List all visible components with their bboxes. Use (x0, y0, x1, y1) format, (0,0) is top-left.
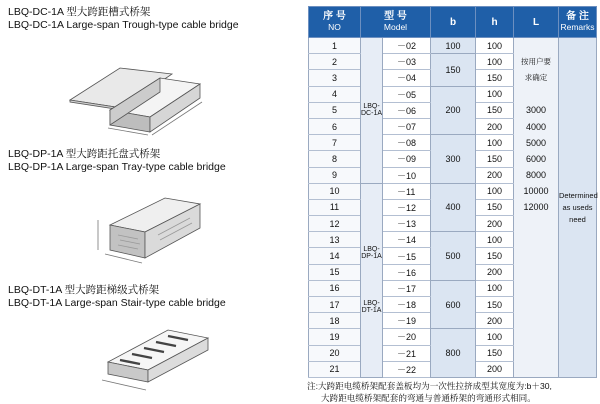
cell-no: 16 (309, 280, 361, 296)
cell-h: 100 (476, 135, 514, 151)
cell-b: 150 (431, 54, 476, 86)
cell-h: 150 (476, 70, 514, 86)
title-cn: LBQ-DT-1A 型大跨距梯级式桥架 (8, 284, 160, 296)
cell-code: －18 (383, 297, 431, 313)
cell-b: 100 (431, 38, 476, 54)
cell-l (514, 361, 559, 377)
table-row (309, 135, 597, 151)
cell-h: 100 (476, 54, 514, 70)
cell-h: 100 (476, 280, 514, 296)
section-title-trough (8, 6, 239, 32)
cell-h: 100 (476, 86, 514, 102)
table-row (309, 232, 597, 248)
cell-h: 150 (476, 199, 514, 215)
cell-no: 17 (309, 297, 361, 313)
footnote-line-1: 注:大跨距电缆桥架配套盖板均为一次性拉挤成型其宽度为:b＋30, (307, 381, 552, 391)
cell-code: －19 (383, 313, 431, 329)
cell-h: 200 (476, 361, 514, 377)
title-en: LBQ-DT-1A Large-span Stair-type cable bridge (8, 297, 226, 309)
header-model: 型 号 Model (361, 7, 431, 38)
cell-h: 100 (476, 183, 514, 199)
cell-l (514, 86, 559, 102)
cell-h: 150 (476, 345, 514, 361)
cell-code: －02 (383, 38, 431, 54)
header-b: b (431, 7, 476, 38)
stair-cable-tray-illustration (90, 318, 220, 400)
cell-l: 10000 (514, 183, 559, 199)
cell-no: 10 (309, 183, 361, 199)
cell-code: －08 (383, 135, 431, 151)
cell-h: 200 (476, 118, 514, 134)
cell-no: 6 (309, 118, 361, 134)
cell-h: 200 (476, 167, 514, 183)
cell-code: －04 (383, 70, 431, 86)
cell-l (514, 248, 559, 264)
header-l: L (514, 7, 559, 38)
cell-no: 20 (309, 345, 361, 361)
cell-h: 150 (476, 151, 514, 167)
cell-code: －15 (383, 248, 431, 264)
cell-l: 4000 (514, 118, 559, 134)
cell-no: 8 (309, 151, 361, 167)
cell-code: －12 (383, 199, 431, 215)
cell-code: －03 (383, 54, 431, 70)
cell-code: －10 (383, 167, 431, 183)
cell-h: 200 (476, 264, 514, 280)
cell-l: 5000 (514, 135, 559, 151)
header-remarks: 备 注 Remarks (559, 7, 597, 38)
cell-l (514, 216, 559, 232)
cell-l (514, 313, 559, 329)
title-en: LBQ-DC-1A Large-span Trough-type cable bridge (8, 19, 239, 31)
cell-h: 100 (476, 232, 514, 248)
cell-b: 300 (431, 135, 476, 184)
header-h: h (476, 7, 514, 38)
title-en: LBQ-DP-1A Large-span Tray-type cable bridge (8, 161, 226, 173)
cell-h: 150 (476, 297, 514, 313)
cell-no: 11 (309, 199, 361, 215)
cell-no: 12 (309, 216, 361, 232)
cell-code: －07 (383, 118, 431, 134)
cell-l (514, 264, 559, 280)
cell-l: 按用户要 (514, 54, 559, 70)
cell-b: 600 (431, 280, 476, 329)
cell-b: 500 (431, 232, 476, 281)
cell-l (514, 38, 559, 54)
cell-no: 3 (309, 70, 361, 86)
table-row (309, 329, 597, 345)
cell-h: 200 (476, 313, 514, 329)
cell-b: 400 (431, 183, 476, 232)
cell-h: 150 (476, 248, 514, 264)
cell-no: 15 (309, 264, 361, 280)
cell-l: 6000 (514, 151, 559, 167)
footnote-line-2: 大跨距电缆桥架配套的弯通与普通桥架的弯通形式相同。 (321, 393, 536, 403)
table-row (309, 54, 597, 70)
cell-no: 9 (309, 167, 361, 183)
cell-l: 3000 (514, 102, 559, 118)
cell-l: 8000 (514, 167, 559, 183)
cell-code: －11 (383, 183, 431, 199)
cell-no: 7 (309, 135, 361, 151)
cell-code: －14 (383, 232, 431, 248)
cell-no: 13 (309, 232, 361, 248)
cell-h: 100 (476, 38, 514, 54)
cell-l (514, 297, 559, 313)
header-no: 序 号 NO (309, 7, 361, 38)
section-title-stair (8, 284, 226, 310)
cell-no: 18 (309, 313, 361, 329)
table-row (309, 86, 597, 102)
cell-code: －17 (383, 280, 431, 296)
cell-l: 求确定 (514, 70, 559, 86)
title-cn: LBQ-DP-1A 型大跨距托盘式桥架 (8, 148, 161, 160)
cell-l (514, 345, 559, 361)
cell-no: 21 (309, 361, 361, 377)
cell-code: －13 (383, 216, 431, 232)
cell-b: 800 (431, 329, 476, 378)
tray-cable-tray-illustration (70, 180, 210, 280)
cell-remarks: Determined as useds need (559, 38, 597, 378)
table-row (309, 183, 597, 199)
cell-l: 12000 (514, 199, 559, 215)
section-title-tray (8, 148, 226, 174)
cell-no: 2 (309, 54, 361, 70)
cell-l (514, 232, 559, 248)
specification-table (308, 6, 597, 378)
cell-no: 4 (309, 86, 361, 102)
title-cn: LBQ-DC-1A 型大跨距槽式桥架 (8, 6, 151, 18)
cell-code: －21 (383, 345, 431, 361)
table-header-row (309, 7, 597, 38)
table-row (309, 38, 597, 54)
cell-code: －06 (383, 102, 431, 118)
cell-no: 5 (309, 102, 361, 118)
cell-code: －22 (383, 361, 431, 377)
cell-code: －20 (383, 329, 431, 345)
table-row (309, 280, 597, 296)
cell-model-dp-dt: LBQ-DP-1A LBQ-DT-1A (361, 183, 383, 377)
trough-cable-tray-illustration (40, 40, 210, 140)
table-footnote (307, 380, 599, 404)
cell-no: 14 (309, 248, 361, 264)
cell-h: 150 (476, 102, 514, 118)
cell-h: 200 (476, 216, 514, 232)
cell-l (514, 280, 559, 296)
cell-no: 19 (309, 329, 361, 345)
cell-no: 1 (309, 38, 361, 54)
cell-code: －09 (383, 151, 431, 167)
cell-code: －05 (383, 86, 431, 102)
cell-model-dc: LBQ-DC-1A (361, 38, 383, 184)
cell-h: 100 (476, 329, 514, 345)
cell-code: －16 (383, 264, 431, 280)
cell-b: 200 (431, 86, 476, 135)
cell-l (514, 329, 559, 345)
